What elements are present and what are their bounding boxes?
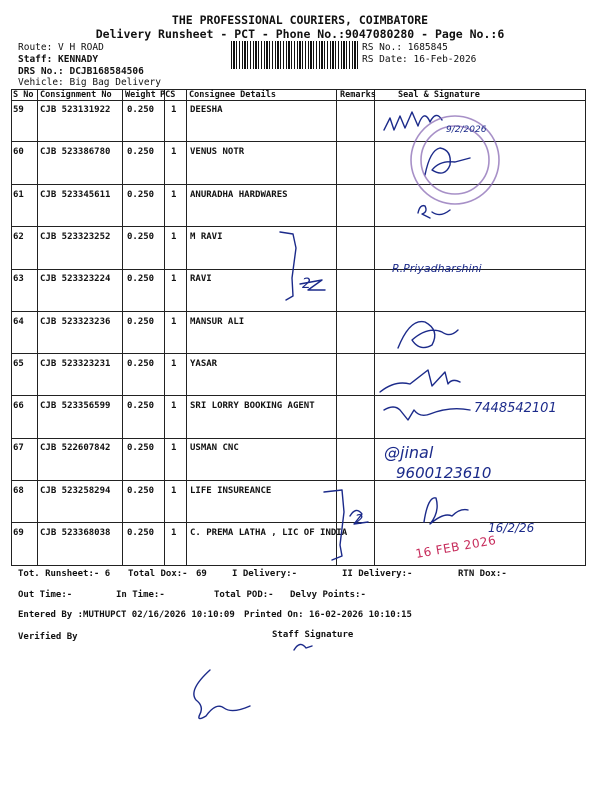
row-wt: 0.250 <box>127 274 155 285</box>
signature-row64 <box>398 322 458 348</box>
staff-label: Staff: KENNADY <box>18 54 99 65</box>
row-cn: CJB 523323231 <box>40 358 111 369</box>
row69-date: 16/2/26 <box>488 521 535 535</box>
rs-number: RS No.: 1685845 <box>362 42 448 53</box>
row67-name: @jinal <box>384 443 434 462</box>
row-pcs: 1 <box>171 528 177 538</box>
row-consignee: RAVI <box>190 274 212 285</box>
row-pcs: 1 <box>171 485 177 496</box>
vehicle-label: Vehicle: Big Bag Delivery <box>18 77 161 88</box>
col-consignment: Consignment No <box>40 90 112 100</box>
row-pcs: 1 <box>171 105 177 115</box>
row-pcs: 1 <box>171 401 177 412</box>
row-consignee: M RAVI <box>190 231 223 242</box>
row-wt: 0.250 <box>127 443 155 454</box>
row-sno: 67 <box>13 443 24 454</box>
total-dox-value: 69 <box>196 569 207 579</box>
rs-date: RS Date: 16-Feb-2026 <box>362 54 477 65</box>
ii-delivery: II Delivery:- <box>342 569 413 579</box>
row-sno: 63 <box>13 274 24 285</box>
bracket-row62-63 <box>280 232 325 300</box>
row-consignee: C. PREMA LATHA , LIC OF INDIA <box>190 528 348 538</box>
row-pcs: 1 <box>171 231 177 242</box>
barcode-image <box>231 41 359 69</box>
total-dox-label: Total Dox:- <box>128 569 188 579</box>
signature-row68 <box>424 498 468 524</box>
row63-mark: 2 <box>302 276 311 292</box>
row-wt: 0.250 <box>127 358 155 369</box>
row-wt: 0.250 <box>127 231 155 242</box>
row-sno: 62 <box>13 231 24 242</box>
row-wt: 0.250 <box>127 485 155 496</box>
bracket-row68-69 <box>324 490 368 560</box>
row-pcs: 1 <box>171 443 177 454</box>
row59-date: 9/2/2026 <box>446 125 487 135</box>
row69-mark: 2 <box>355 513 364 528</box>
row-wt: 0.250 <box>127 316 155 327</box>
row-cn: CJB 523386780 <box>40 147 111 158</box>
row-consignee: YASAR <box>190 358 218 369</box>
printed-on: Printed On: 16-02-2026 10:10:15 <box>244 610 412 620</box>
document-title: THE PROFESSIONAL COURIERS, COIMBATORE <box>171 13 429 27</box>
row-consignee: ANURADHA HARDWARES <box>190 189 288 200</box>
route-label: Route: V H ROAD <box>18 42 104 53</box>
row67-phone: 9600123610 <box>396 464 492 482</box>
row-cn: CJB 523356599 <box>40 401 111 412</box>
tot-runsheet: Tot. Runsheet:- 6 <box>18 569 111 579</box>
staff-signature-mark <box>294 644 312 650</box>
row-cn: CJB 523131922 <box>40 105 111 115</box>
row-sno: 68 <box>13 485 24 496</box>
signature-row66 <box>384 407 470 420</box>
row-pcs: 1 <box>171 274 177 285</box>
i-delivery: I Delivery:- <box>232 569 298 579</box>
seal-stamp-outer <box>411 116 499 204</box>
col-remarks: Remarks <box>340 90 376 100</box>
row-pcs: 1 <box>171 358 177 369</box>
col-weight: Weight <box>125 90 156 100</box>
verified-by: Verified By <box>18 632 78 642</box>
row-pcs: 1 <box>171 147 177 158</box>
row-consignee: USMAN CNC <box>190 443 239 454</box>
entered-by: Entered By :MUTHUPCT 02/16/2026 10:10:09 <box>18 610 235 620</box>
row-wt: 0.250 <box>127 105 155 115</box>
row-consignee: LIFE INSUREANCE <box>190 485 272 496</box>
signature-row60 <box>425 148 470 175</box>
row-pcs: 1 <box>171 189 177 200</box>
col-sno: S No <box>13 90 34 100</box>
row-cn: CJB 523368038 <box>40 528 111 538</box>
signature-row65 <box>380 370 460 392</box>
row-sno: 64 <box>13 316 24 327</box>
row-sno: 60 <box>13 147 24 158</box>
verified-signature <box>194 670 250 719</box>
drs-number: DRS No.: DCJB168584506 <box>18 66 144 77</box>
row-sno: 61 <box>13 189 24 200</box>
rtn-dox: RTN Dox:- <box>458 569 507 579</box>
signature-row59 <box>384 112 442 130</box>
row-consignee: VENUS NOTR <box>190 147 245 158</box>
row66-phone: 7448542101 <box>474 401 557 416</box>
row-wt: 0.250 <box>127 147 155 158</box>
row-wt: 0.250 <box>127 189 155 200</box>
row-cn: CJB 523258294 <box>40 485 111 496</box>
row-sno: 59 <box>13 105 24 115</box>
date-stamp: 16 FEB 2026 <box>414 533 498 561</box>
col-consignee: Consignee Details <box>189 90 276 100</box>
runsheet-subtitle: Delivery Runsheet - PCT - Phone No.:9047080280 - Page No.:6 <box>95 27 505 41</box>
row-consignee: SRI LORRY BOOKING AGENT <box>190 401 315 412</box>
row-cn: CJB 523323236 <box>40 316 111 327</box>
signature-row61 <box>418 206 450 218</box>
row-sno: 66 <box>13 401 24 412</box>
row-cn: CJB 523323224 <box>40 274 111 285</box>
row-wt: 0.250 <box>127 401 155 412</box>
out-time: Out Time:- <box>18 590 73 600</box>
row-pcs: 1 <box>171 316 177 327</box>
row-cn: CJB 523345611 <box>40 189 111 200</box>
row-cn: CJB 522607842 <box>40 443 111 454</box>
staff-signature-label: Staff Signature <box>272 630 354 640</box>
row63-signature: R.Priyadharshini <box>392 262 482 275</box>
row-sno: 65 <box>13 358 24 369</box>
delvy-points: Delvy Points:- <box>290 590 366 600</box>
in-time: In Time:- <box>116 590 165 600</box>
total-pod: Total POD:- <box>214 590 274 600</box>
col-seal-signature: Seal & Signature <box>398 90 480 100</box>
row-sno: 69 <box>13 528 24 538</box>
col-pcs: PCS <box>160 90 176 100</box>
row-cn: CJB 523323252 <box>40 231 111 242</box>
row-wt: 0.250 <box>127 528 155 538</box>
row-consignee: MANSUR ALI <box>190 316 245 327</box>
row-consignee: DEESHA <box>190 105 223 115</box>
